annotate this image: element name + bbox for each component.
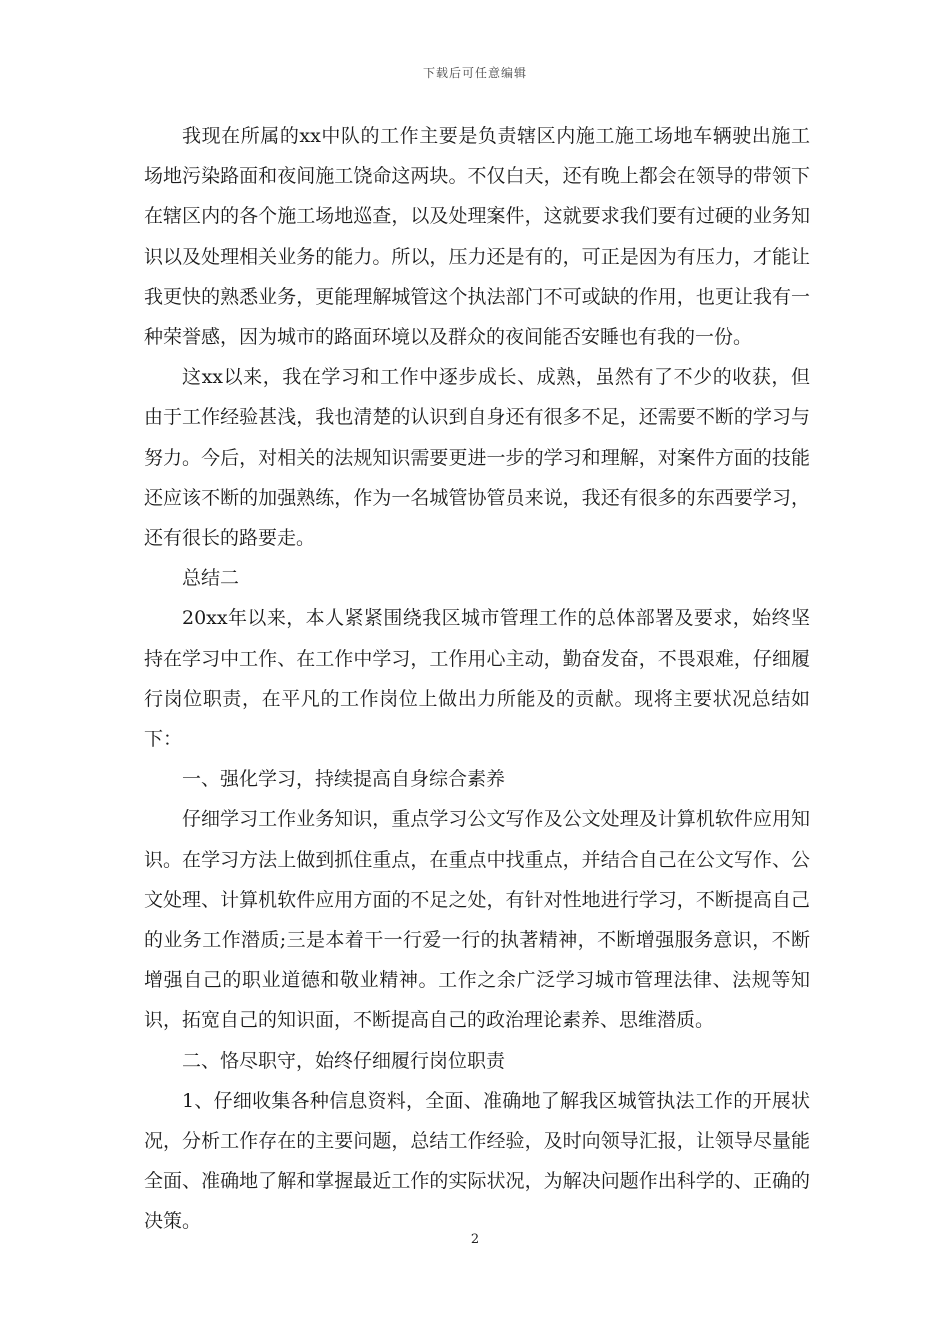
- section-heading: 一、强化学习，持续提高自身综合素养: [182, 768, 506, 791]
- paragraph: 仔细学习工作业务知识，重点学习公文写作及公文处理及计算机软件应用知识。在学习方法上做到抓住重点，在重点中找重点，并结合自己在公文写作、公文处理、计算机软件应用方面的不足之处，有针对性地进行学习，不断提高自己的业务工作潜质;三是本着干一行爱一行的执著精神，不断增强服务意识，不断增强自己的职业道德和敬业精神。工作之余广泛学习城市管理法律、法规等知识，拓宽自己的知识面，不断提高自己的政治理论素养、思维潜质。: [144, 808, 810, 1032]
- paragraph: 我现在所属的xx中队的工作主要是负责辖区内施工施工场地车辆驶出施工场地污染路面和夜间施工饶命这两块。不仅白天，还有晚上都会在领导的带领下在辖区内的各个施工场地巡查，以及处理案件，这就要求我们要有过硬的业务知识以及处理相关业务的能力。所以，压力还是有的，可正是因为有压力，才能让我更快的熟悉业务，更能理解城管这个执法部门不可或缺的作用，也更让我有一种荣誉感，因为城市的路面环境以及群众的夜间能否安睡也有我的一份。: [144, 125, 810, 349]
- paragraph: 1、仔细收集各种信息资料，全面、准确地了解我区城管执法工作的开展状况，分析工作存在的主要问题，总结工作经验，及时向领导汇报，让领导尽量能全面、准确地了解和掌握最近工作的实际状况，为解决问题作出科学的、正确的决策。: [144, 1089, 810, 1233]
- document-body: [144, 116, 810, 1242]
- section-heading: 总结二: [182, 567, 240, 590]
- page-header: 下载后可任意编辑: [422, 66, 527, 80]
- paragraph: 这xx以来，我在学习和工作中逐步成长、成熟，虽然有了不少的收获，但由于工作经验甚浅，我也清楚的认识到自身还有很多不足，还需要不断的学习与努力。今后，对相关的法规知识需要更进一步的学习和理解，对案件方面的技能还应该不断的加强熟练，作为一名城管协管员来说，我还有很多的东西要学习，还有很长的路要走。: [144, 366, 810, 550]
- section-heading: 二、恪尽职守，始终仔细履行岗位职责: [182, 1049, 506, 1072]
- page-number: 2: [470, 1232, 480, 1247]
- paragraph: 20xx年以来，本人紧紧围绕我区城市管理工作的总体部署及要求，始终坚持在学习中工作、在工作中学习，工作用心主动，勤奋发奋，不畏艰难，仔细履行岗位职责，在平凡的工作岗位上做出力所能及的贡献。现将主要状况总结如下：: [144, 607, 810, 751]
